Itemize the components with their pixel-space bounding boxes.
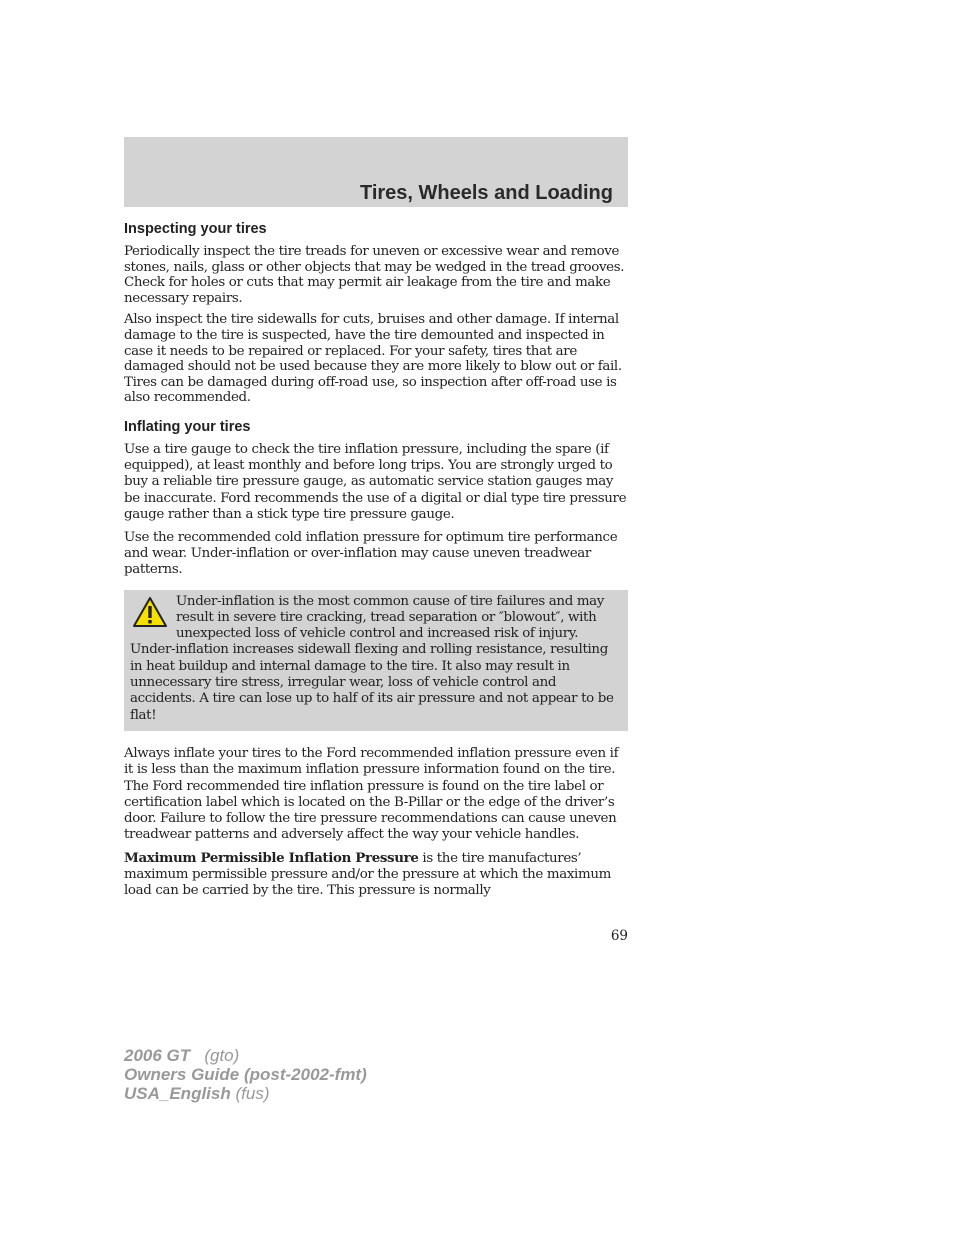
section-heading-inspecting: Inspecting your tires [124,221,267,237]
footer-model-code: (gto) [204,1046,240,1065]
bold-term: Maximum Permissible Inflation Pressure [124,849,419,866]
warning-triangle-icon [132,596,168,628]
footer-line-3 [124,1084,367,1103]
section-header-band [124,137,628,207]
paragraph: Periodically inspect the tire treads for uneven or excessive wear and remove stones, nails, glass or other objects that may be wedged in the tread grooves. Check for holes or cuts that may permit air leakage from the tire and make necessary repairs. [124,244,625,306]
section-heading-inflating: Inflating your tires [124,418,251,435]
document-footer [124,1046,367,1103]
warning-text: Under-inflation is the most common cause of tire failures and may result in severe tire cracking, tread separation or ″blowout″, with unexpected loss of vehicle control and increased risk of injury. Under-inflation increases sidewall flexing and rolling resistance, resulting in heat buildup and internal damage to the tire. It also may result in unnecessary tire stress, irregular wear, loss of vehicle control and accidents. A tire can lose up to half of its air pressure and not appear to be flat! [130,593,614,723]
paragraph-max-pressure [124,850,628,900]
warning-box [124,590,628,731]
footer-line-2 [124,1065,367,1084]
footer-language-code: (fus) [235,1084,270,1103]
term-description: is the tire manufactures’ maximum permissible pressure and/or the pressure at which the maximum load can be carried by the tire. This pressure is normally [124,850,611,899]
page-number: 69 [610,928,628,944]
footer-language: USA_English [124,1084,231,1103]
footer-guide: Owners Guide (post-2002-fmt) [124,1065,367,1084]
paragraph: Use a tire gauge to check the tire inflation pressure, including the spare (if equipped), at least monthly and before long trips. You are strongly urged to buy a reliable tire pressure gauge, as automatic service station gauges may be inaccurate. Ford recommends the use of a digital or dial type tire pressure gauge rather than a stick type tire pressure gauge. [124,441,627,522]
main-content [124,220,628,900]
page-title: Tires, Wheels and Loading [359,182,613,204]
footer-line-1 [124,1046,367,1065]
footer-model: 2006 GT [124,1046,191,1065]
paragraph: Use the recommended cold inflation pressure for optimum tire performance and wear. Under-inflation or over-inflation may cause uneven treadwear patterns. [124,529,618,578]
paragraph: Also inspect the tire sidewalls for cuts, bruises and other damage. If internal damage to the tire is suspected, have the tire demounted and inspected in case it needs to be repaired or replaced. For your safety, tires that are damaged should not be used because they are more likely to blow out or fail. Tires can be damaged during off-road use, so inspection after off-road use is also recommended. [124,312,622,406]
paragraph: Always inflate your tires to the Ford recommended inflation pressure even if it is less than the maximum inflation pressure information found on the tire. The Ford recommended tire inflation pressure is found on the tire label or certification label which is located on the B-Pillar or the edge of the driver’s door. Failure to follow the tire pressure recommendations can cause uneven treadwear patterns and adversely affect the way your vehicle handles. [124,745,619,843]
